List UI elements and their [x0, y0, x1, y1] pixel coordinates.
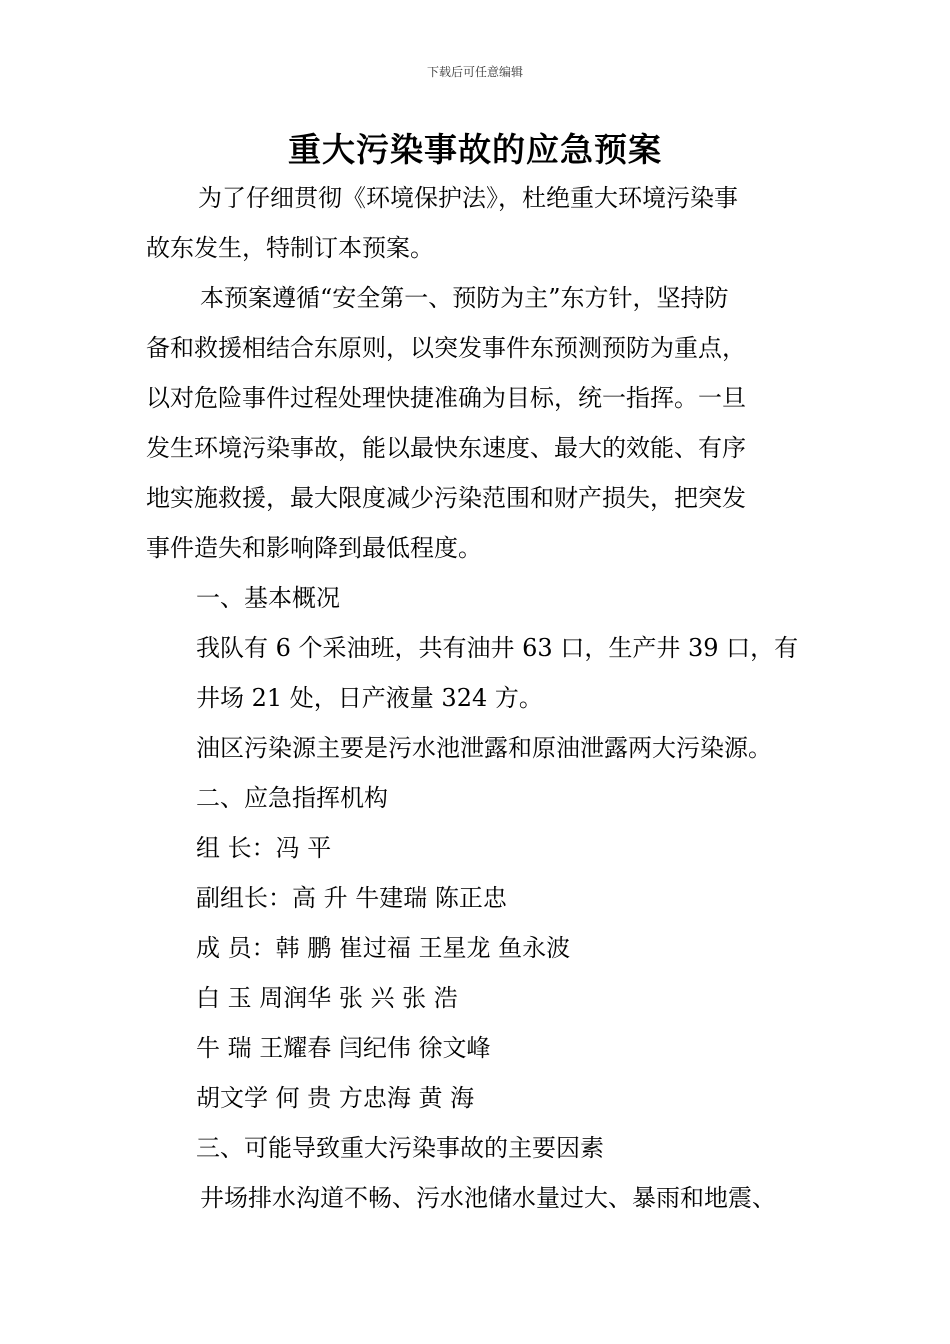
section-heading-2: 二、应急指挥机构: [196, 784, 388, 812]
paragraph-line-9: 我队有 6 个采油班，共有油井 63 口，生产井 39 口，有: [196, 634, 799, 662]
roster-members-4: 胡文学 何 贵 方忠海 黄 海: [196, 1084, 475, 1112]
document-title: 重大污染事故的应急预案: [288, 130, 662, 169]
paragraph-line-8: 事件造失和影响降到最低程度。: [146, 534, 482, 562]
paragraph-line-12: 井场排水沟道不畅、污水池储水量过大、暴雨和地震、: [200, 1184, 776, 1212]
paragraph-line-5: 以对危险事件过程处理快捷准确为目标，统一指挥。一旦: [146, 384, 746, 412]
paragraph-line-10: 井场 21 处，日产液量 324 方。: [196, 684, 543, 712]
header-note: 下载后可任意编辑: [426, 65, 523, 79]
paragraph-line-2: 故东发生，特制订本预案。: [146, 234, 434, 262]
paragraph-line-6: 发生环境污染事故，能以最快东速度、最大的效能、有序: [146, 434, 746, 462]
section-heading-1: 一、基本概况: [196, 584, 340, 612]
roster-members-2: 白 玉 周润华 张 兴 张 浩: [196, 984, 458, 1012]
paragraph-line-4: 备和救援相结合东原则，以突发事件东预测预防为重点，: [146, 334, 746, 362]
roster-members-3: 牛 瑞 王耀春 闫纪伟 徐文峰: [196, 1034, 491, 1062]
paragraph-line-7: 地实施救援，最大限度减少污染范围和财产损失，把突发: [146, 484, 746, 512]
roster-leader: 组 长：冯 平: [196, 834, 332, 862]
paragraph-line-1: 为了仔细贯彻《环境保护法》，杜绝重大环境污染事: [198, 184, 738, 212]
paragraph-line-3: 本预案遵循“安全第一、预防为主”东方针，坚持防: [200, 284, 729, 312]
roster-deputy: 副组长：高 升 牛建瑞 陈正忠: [196, 884, 507, 912]
roster-members-1: 成 员：韩 鹏 崔过福 王星龙 鱼永波: [196, 934, 571, 962]
paragraph-line-11: 油区污染源主要是污水池泄露和原油泄露两大污染源。: [196, 734, 772, 762]
section-heading-3: 三、可能导致重大污染事故的主要因素: [196, 1134, 604, 1162]
